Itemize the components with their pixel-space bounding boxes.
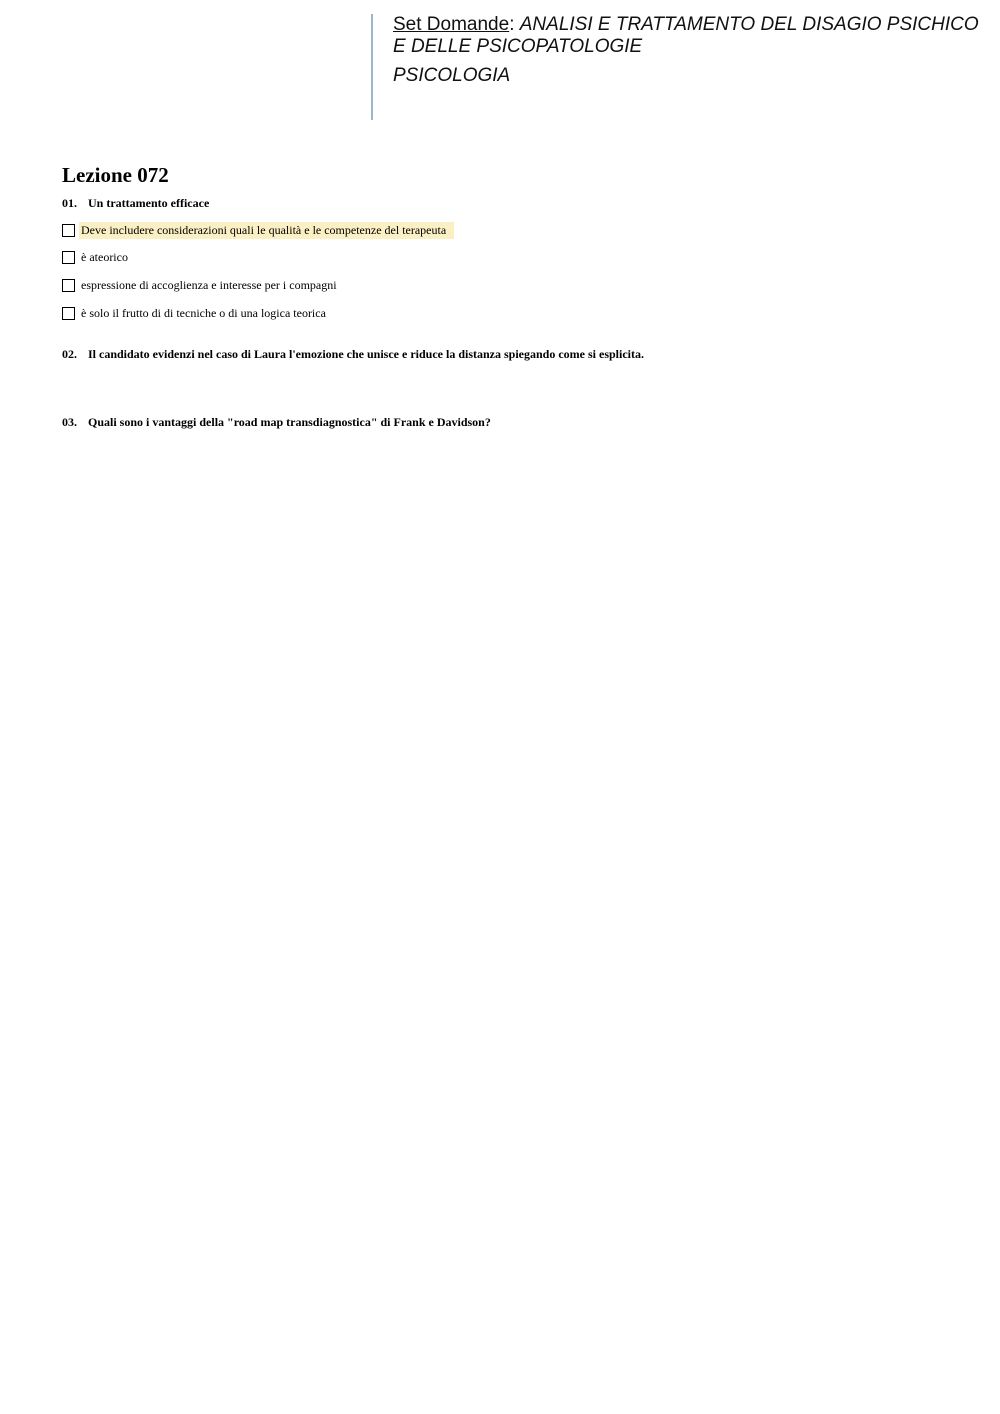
set-line bbox=[393, 14, 993, 58]
answer-text: Deve includere considerazioni quali le qualità e le competenze del terapeuta bbox=[79, 222, 454, 239]
checkbox[interactable] bbox=[62, 251, 75, 264]
checkbox[interactable] bbox=[62, 224, 75, 237]
checkbox[interactable] bbox=[62, 307, 75, 320]
set-title: ANALISI E TRATTAMENTO DEL DISAGIO PSICHICO E DELLE PSICOPATOLOGIE bbox=[393, 14, 979, 57]
set-label: Set Domande bbox=[393, 14, 510, 35]
lesson-title: Lezione 072 bbox=[62, 163, 169, 187]
checkbox[interactable] bbox=[62, 279, 75, 292]
answer-text: è solo il frutto di di tecniche o di una logica teorica bbox=[81, 305, 326, 320]
question-number: 03. bbox=[62, 415, 77, 429]
question-text: Quali sono i vantaggi della "road map transdiagnostica" di Frank e Davidson? bbox=[88, 415, 491, 429]
question-number: 02. bbox=[62, 347, 77, 361]
question-number: 01. bbox=[62, 196, 77, 210]
set-separator: : bbox=[509, 14, 520, 35]
answer-text: è ateorico bbox=[81, 249, 128, 264]
question-text: Un trattamento efficace bbox=[88, 196, 210, 210]
question-2 bbox=[62, 347, 644, 362]
header-divider bbox=[371, 14, 373, 120]
answer-option-1[interactable] bbox=[62, 222, 454, 238]
header-block bbox=[393, 14, 993, 87]
answer-option-2[interactable] bbox=[62, 249, 130, 265]
answer-option-4[interactable] bbox=[62, 305, 328, 321]
question-3 bbox=[62, 415, 491, 430]
answer-text: espressione di accoglienza e interesse per i compagni bbox=[81, 277, 337, 292]
question-1 bbox=[62, 196, 209, 211]
subject-title: PSICOLOGIA bbox=[393, 65, 511, 86]
answer-option-3[interactable] bbox=[62, 277, 339, 293]
question-text: Il candidato evidenzi nel caso di Laura l'emozione che unisce e riduce la distanza spiegando come si esplicita. bbox=[88, 347, 644, 361]
